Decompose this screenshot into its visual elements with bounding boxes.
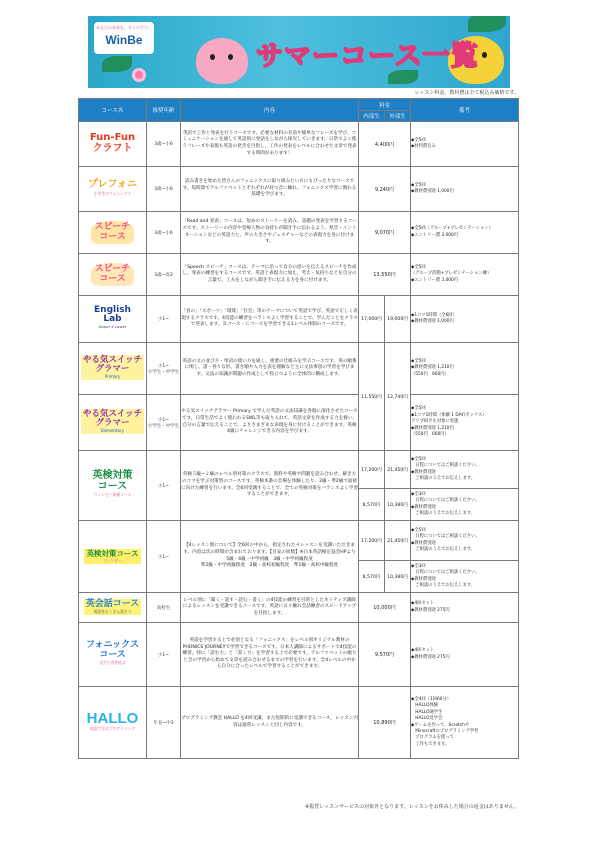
fee-external-cell: 10,380円	[385, 561, 411, 593]
table-row	[79, 254, 519, 296]
age-cell: 小1~ 小学生・中学生	[147, 343, 181, 395]
fee-external-cell: 21,450円	[385, 451, 411, 489]
fee-member-cell: 17,200円	[359, 521, 385, 561]
course-logo-grammar-primary: やる気スイッチ グラマー Primary	[82, 355, 143, 379]
remarks-cell: ◆全5回 日程についてはご相談ください。 ◆教材費別途 ご相談のうえでお伝えします。	[411, 451, 519, 489]
fee-cell: 10,890円	[359, 687, 411, 759]
age-cell: 小1~	[147, 521, 181, 593]
fee-cell: 13,550円	[359, 254, 411, 296]
fee-cell: 9,070円	[359, 212, 411, 254]
age-cell: 小1~ 小学生・中学生	[147, 395, 181, 451]
table-row	[79, 593, 519, 623]
fee-cell: 9,570円	[359, 623, 411, 687]
winbe-logo	[94, 22, 154, 54]
desc-cell: 英検５級~２級のレベル別対策のクラスで、資料や英検や問題を読み合わせ、解き方のコツを学ぶ対策型のコースです。英検本番の会場を体験したり、2級・準2級で面接に向けた練習を行います。全6回受講することで、全ての英検対策をバランスよく学習することができます。	[181, 451, 359, 521]
course-logo-eiken-taisaku: 英検対策 コース ウィンビー英検コース	[92, 470, 133, 497]
fee-external-cell: 21,450円	[385, 521, 411, 561]
age-cell: 小1~	[147, 296, 181, 343]
header-remarks: 備考	[411, 99, 519, 122]
remarks-cell: ◆全5回 ◆教材費別途 1,000円	[411, 167, 519, 212]
age-cell: 3歳~小6	[147, 167, 181, 212]
desc-cell: プログラミング教室 HALLO を4回受講。また短期的に受講できるコース、レッスン内容は通常レッスンと同じ内容です。	[181, 687, 359, 759]
remarks-cell: ◆全3回 日程についてはご相談ください。 ◆教材費別途 ご相談のうえでお伝えします。	[411, 489, 519, 521]
desc-cell: 読み書きを始めた皆さんのフォニックスに取り組みたい方にもぴったりなコースです。短時間でアルファベットとそれぞれが持つ音に触れ、フォニックス学習に関わる基礎を学びます。	[181, 167, 359, 212]
fee-member-cell: 11,550円	[359, 343, 385, 451]
remarks-cell: ◆1コマ1時間（全6回） ◆教材費別途 1,000円	[411, 296, 519, 343]
remarks-cell: ◆全5回 ◆1コマ1時間（体験 1 DAY/ボックス） グリブ紹介を対象に実施 ◆教材費別途 1,210円 （550円 660円）	[411, 395, 519, 451]
brand-tagline: あなたの未来を、キミの手で。	[96, 25, 152, 30]
fee-cell: 10,000円	[359, 593, 411, 623]
desc-cell: 「Read and 発表」コースは、短めのストーリーを読み、話題の発表を学習するコースです。ストーリーの内容や登場人物の気持ちが聞き手に伝わるよう、発音・イントネーションなどの英語力と、声の大きさやジェスチャーなどの表現力を身に付けます。	[181, 212, 359, 254]
remarks-cell: ◆全5回 日程についてはご相談ください。 ◆教材費別途 ご相談のうえでお伝えします。	[411, 521, 519, 561]
brand-name: WinBe	[105, 33, 143, 47]
header-fee-external: 外部生	[385, 111, 411, 122]
fee-member-cell: 17,200円	[359, 451, 385, 489]
course-logo-pre-phonics: プレフォニ 小学生のフォニックス	[87, 179, 138, 196]
flower-decoration	[132, 68, 146, 82]
table-row	[79, 296, 519, 343]
header-fee-member: 内部生	[359, 111, 385, 122]
table-row	[79, 395, 519, 451]
course-logo-speech-read: スピーチ コース	[91, 221, 135, 244]
tax-note: レッスン料金、教材費は全て税込み価格です。	[414, 90, 519, 96]
table-row	[79, 212, 519, 254]
course-logo-funfun-craft	[90, 133, 135, 154]
desc-cell: 英語で工作と発表を行うコースです。必要な材料の名前や簡単なフレーズを学び、コミュニケーションを通して英語的に発話をしながら探究していきます。日常でよく使うフレーズや表現も英語の発音を目指し、工作の発表をレベルに合わせた文章で発表する時間があります！	[181, 122, 359, 167]
desc-cell: 「食の」「スポーツ」「環境」「社会」等のテーマについて英語で学び、英語で正しく表現するクラスです。4技能の練習をバランスよく学習することで、学んだことをクラスで発表します。Ｂコース・Ｃコースを学習できる1レベル体制のコースです。	[181, 296, 359, 343]
course-logo-eiken-short: 英検対策コース ウィンビー	[86, 549, 139, 563]
course-logo-eikaiwa: 英会話コース 英語をたくさん話そう	[85, 598, 140, 614]
desc-cell: 「Speech スピーチ」コースは、テーマに沿って自分の思いを伝えるスピーチを作成し、発表の練習をするコースです。英語と表現力に加え、考え・気持ちなどを自分の言葉で、工夫をしながら聞き手に伝える力を身に付けます。	[181, 254, 359, 296]
fee-external-cell: 19,000円	[385, 296, 411, 343]
header-fee: 料金	[359, 99, 411, 111]
fee-member-cell: 8,570円	[359, 561, 385, 593]
remarks-cell: ◆全5回 ◆教材費別途 1,210円 （550円 660円）	[411, 343, 519, 395]
course-logo-english-lab: English Lab Upper 4 Lower	[94, 304, 131, 330]
remarks-cell: ◆全5回 ◆材料費込み	[411, 122, 519, 167]
footnote: ※振替レッスンサービスの対象外となります。レッスンをお休みした場合の返金はありません。	[305, 804, 519, 810]
fee-member-cell: 17,000円	[359, 296, 385, 343]
fee-cell: 4,400円	[359, 122, 411, 167]
table-row	[79, 623, 519, 687]
fee-cell: 9,240円	[359, 167, 411, 212]
age-cell: 小1~	[147, 451, 181, 521]
age-cell: 小1~	[147, 623, 181, 687]
leaf-decoration	[102, 56, 132, 72]
table-row	[79, 451, 519, 489]
age-cell: 3歳~高3	[147, 254, 181, 296]
remarks-cell: ◆4回セット ◆教材費別途 275円	[411, 623, 519, 687]
table-row	[79, 687, 519, 759]
course-logo-speech: スピーチ コース	[91, 263, 135, 286]
banner	[88, 16, 510, 88]
age-cell: 3歳~小6	[147, 122, 181, 167]
pink-mascot-icon	[196, 38, 248, 84]
course-logo-phonics: フォニックス コース 文字と音を結ぶ	[85, 640, 140, 665]
desc-cell: やる気スイッチグラマー Primary で学んだ英語の文法知識を各個に深化させたコースです。日常生活でよく使われるSWL等も取り入れて、英語文章を作成する力を養い、自分の言葉で伝えることで、よりさまざまな表現を身に付けることができます。英検4級にチャレンジできる内容を学びます。	[181, 395, 359, 451]
course-logo-grammar-elementary: やる気スイッチ グラマー Elementary	[82, 409, 143, 433]
header-course: コース名	[79, 99, 147, 122]
desc-cell: 英語を学習する上で必須となる「フォニックス」をレベル別オリジナル教材のPHONICS JOURNEYで学習できるコースです。日本人講師によるサポートで4技能の練習。特に「読む力」と「書く力」を学習する上で必要です。アルファベットの綴りと音の学習から始めて文章を読み合わせるまでの学習を行います。全4レベルの中から自分に合ったレベルで学習することができます。	[181, 623, 359, 687]
remarks-cell: ◆4回セット ◆教材費別途 275円	[411, 593, 519, 623]
header-age: 推奨年齢	[147, 99, 181, 122]
remarks-cell: ◆全3回 日程についてはご相談ください。 ◆教材費別途 ご相談のうえでお伝えします。	[411, 561, 519, 593]
age-cell: 年長~中3	[147, 687, 181, 759]
fee-external-cell: 10,380円	[385, 489, 411, 521]
header-content: 内容	[181, 99, 359, 122]
logo-main: Fun-Fun クラフト	[89, 132, 136, 154]
remarks-cell: ◆全5回（グループ+プレゼンテーション） ◆エントリー費 3,000円	[411, 212, 519, 254]
leaf-decoration	[468, 16, 506, 32]
desc-cell: 英語の文の並び方・単語の使い方を通し、重要の仕組みを学ぶコースです。英の順番に関し、書・各々な形、書き順や入力を表を理解など主に文法事項の学習を学びます。文法の知識が問題の作成として役立つように全体的に構成します。	[181, 343, 359, 395]
table-row	[79, 343, 519, 395]
fee-member-cell: 8,570円	[359, 489, 385, 521]
remarks-cell: ◆全5回 （グループ活動+プレゼンテーション練） ◆エントリー費 3,000円	[411, 254, 519, 296]
fee-external-cell: 12,740円	[385, 343, 411, 451]
remarks-cell: ◆全4回（1回60分） HALLO体験 HALLO通学生 HALLO見学会 ◆ゲームを作って、Scratchや Minecraftのプログラミング学習 プログラムを使って 工作もできます。	[411, 687, 519, 759]
desc-cell: レベル別に「聞く・話す・読む・書く」の4技能の練習を目的としたネイティブ講師によるレッスンを受講できるコースです。英語に日々触れ会話練習のスピードアップを目指します。	[181, 593, 359, 623]
page-title: サマーコース一覧	[256, 41, 479, 72]
table-row	[79, 521, 519, 561]
course-logo-hallo: HALLO 英語で学ぶプログラミング	[86, 709, 139, 732]
age-cell: 高校生	[147, 593, 181, 623]
age-cell: 3歳~小6	[147, 212, 181, 254]
table-row	[79, 122, 519, 167]
course-table	[78, 98, 519, 759]
table-row	[79, 167, 519, 212]
desc-cell: 【4レッスン版について】全6回の中から、指定された４レッスンを受講いただきます。内容は次の時間が含まれております。【目安の回数】※日本英語検定協会HPより 5級・4級・中学初級 3級・中学初級程度 準2級・中学初級程度 2級・高校初級程度 準1級・高校中級程度	[181, 521, 359, 593]
